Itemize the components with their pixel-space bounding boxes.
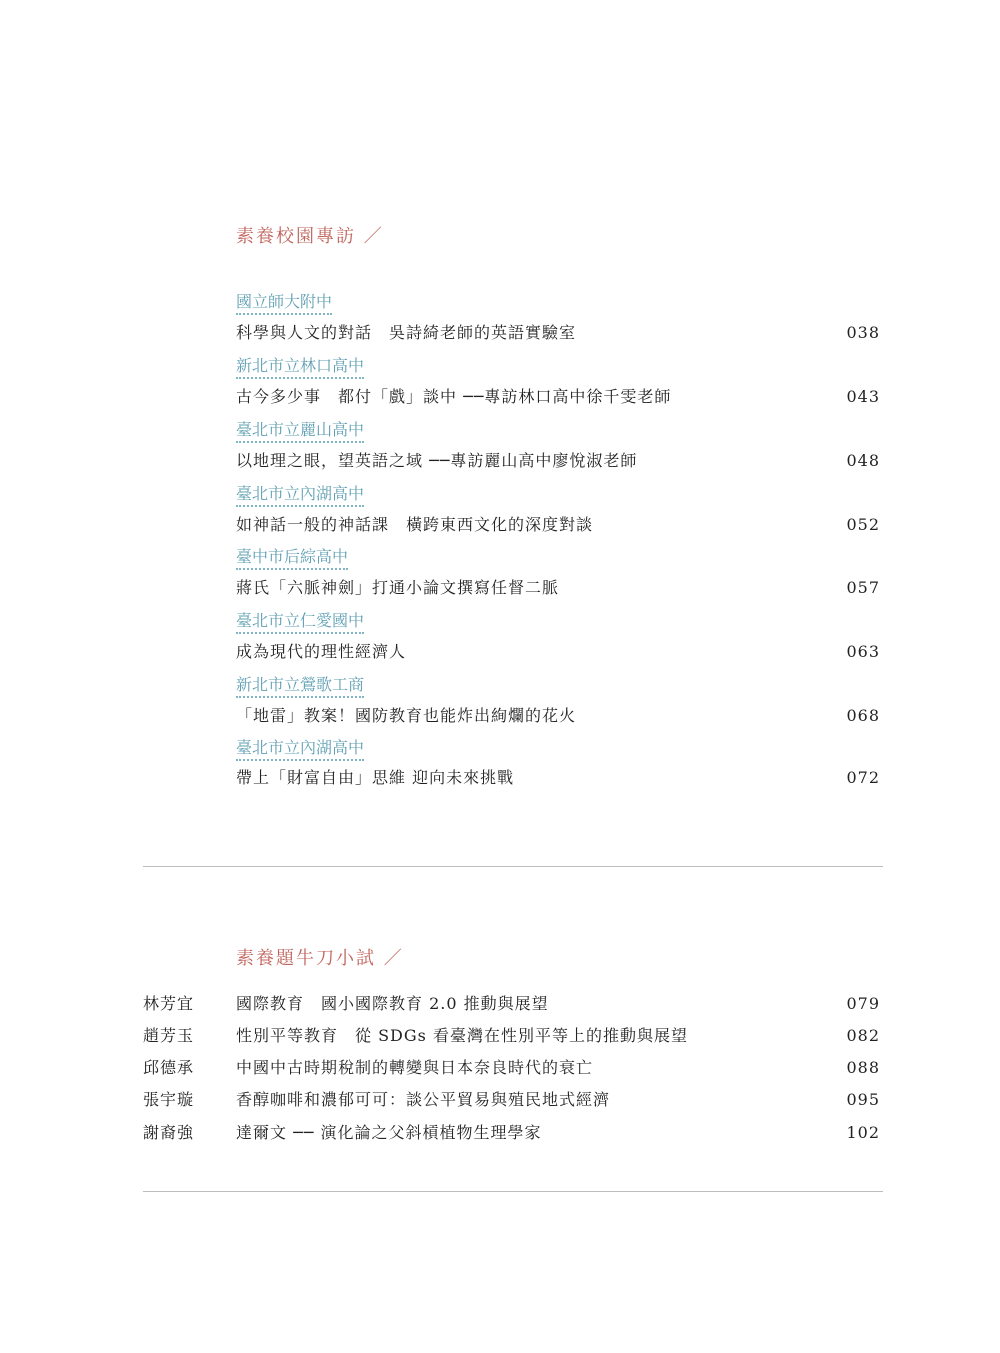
page-number: 048 xyxy=(846,451,880,470)
entry-title: 香醇咖啡和濃郁可可：談公平貿易與殖民地式經濟 xyxy=(236,1090,611,1109)
school-label: 臺北市立內湖高中 xyxy=(236,484,364,507)
page-number: 057 xyxy=(846,578,880,597)
entry-title: 國際教育 國小國際教育 2.0 推動與展望 xyxy=(236,994,549,1013)
entry-title: 帶上「財富自由」思維 迎向未來挑戰 xyxy=(236,768,515,787)
page-number: 052 xyxy=(846,515,880,534)
school-label: 國立師大附中 xyxy=(236,292,332,315)
entry-title: 「地雷」教案！國防教育也能炸出絢爛的花火 xyxy=(236,706,577,725)
page-number: 043 xyxy=(846,387,880,406)
entry-title: 古今多少事 都付「戲」談中 ──專訪林口高中徐千雯老師 xyxy=(236,387,672,406)
author-name: 張宇璇 xyxy=(143,1090,195,1109)
page-number: 095 xyxy=(846,1090,880,1109)
section-title-campus-interviews: 素養校園專訪 ／ xyxy=(236,226,384,247)
entry-title: 蔣氏「六脈神劍」打通小論文撰寫任督二脈 xyxy=(236,578,560,597)
entry-title: 以地理之眼，望英語之域 ──專訪麗山高中廖悅淑老師 xyxy=(236,451,638,470)
entry-title: 成為現代的理性經濟人 xyxy=(236,642,407,661)
author-name: 趙芳玉 xyxy=(143,1026,195,1045)
entry-title: 達爾文 ── 演化論之父斜槓植物生理學家 xyxy=(236,1123,542,1142)
page-number: 038 xyxy=(846,323,880,342)
school-label: 臺中市后綜高中 xyxy=(236,547,348,570)
entry-title: 如神話一般的神話課 橫跨東西文化的深度對談 xyxy=(236,515,594,534)
section-divider xyxy=(143,1191,883,1192)
school-label: 新北市立鶯歌工商 xyxy=(236,675,364,698)
author-name: 邱德承 xyxy=(143,1058,195,1077)
school-label: 臺北市立麗山高中 xyxy=(236,420,364,443)
page-number: 102 xyxy=(846,1123,880,1142)
school-label: 臺北市立內湖高中 xyxy=(236,738,364,761)
page-number: 079 xyxy=(846,994,880,1013)
page-number: 063 xyxy=(846,642,880,661)
page-number: 088 xyxy=(846,1058,880,1077)
page-number: 068 xyxy=(846,706,880,725)
entry-title: 性別平等教育 從 SDGs 看臺灣在性別平等上的推動與展望 xyxy=(236,1026,688,1045)
school-label: 臺北市立仁愛國中 xyxy=(236,611,364,634)
entry-title: 中國中古時期稅制的轉變與日本奈良時代的衰亡 xyxy=(236,1058,594,1077)
page-number: 072 xyxy=(846,768,880,787)
author-name: 林芳宜 xyxy=(143,994,195,1013)
entry-title: 科學與人文的對話 吳詩綺老師的英語實驗室 xyxy=(236,323,577,342)
page-number: 082 xyxy=(846,1026,880,1045)
author-name: 謝裔強 xyxy=(143,1123,195,1142)
section-divider xyxy=(143,866,883,867)
section-title-practice-questions: 素養題牛刀小試 ／ xyxy=(236,948,404,969)
school-label: 新北市立林口高中 xyxy=(236,356,364,379)
